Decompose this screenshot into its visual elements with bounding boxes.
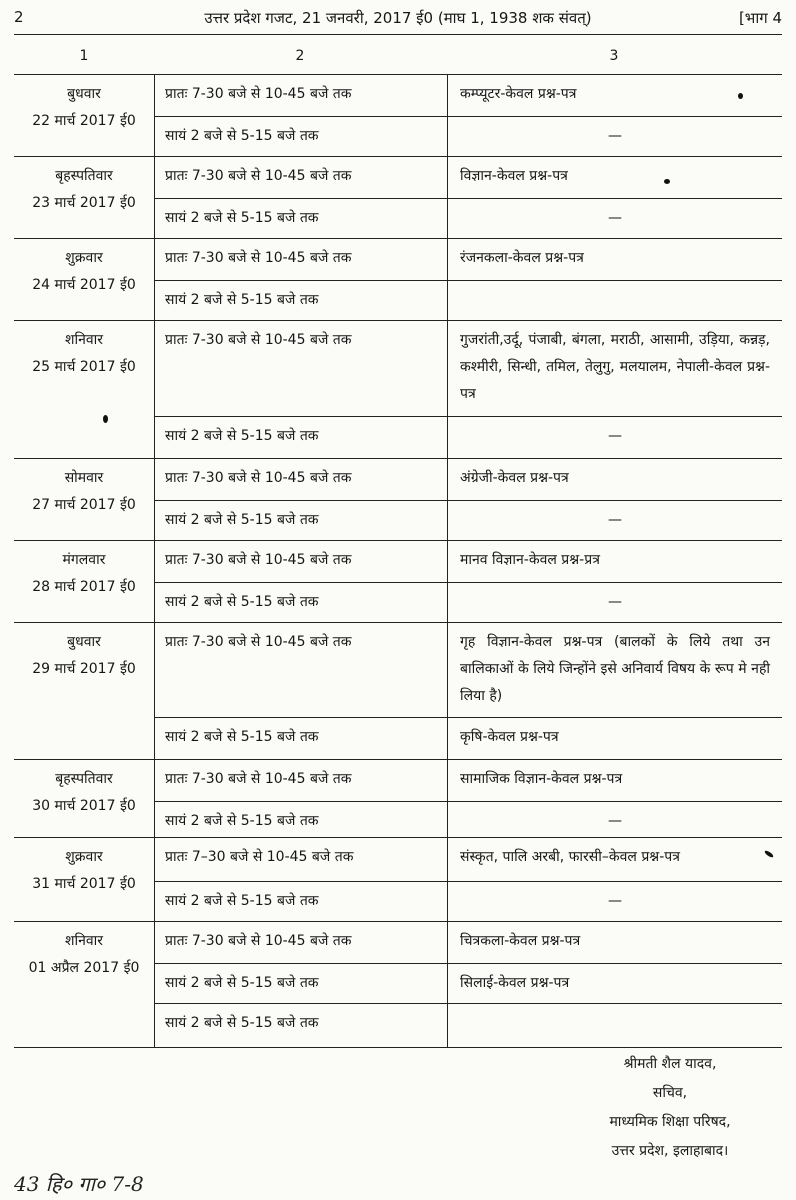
gazette-title: उत्तर प्रदेश गजट, 21 जनवरी, 2017 ई0 (माघ 1, 1938 शक संवत्) [204,9,592,27]
day-date-cell [14,760,155,838]
exam-date: 29 मार्च 2017 ई0 [32,661,136,677]
paper-subject: सिलाई-केवल प्रश्न-पत्र [448,964,783,1004]
session-time: सायं 2 बजे से 5-15 बजे तक [155,199,448,239]
paper-subject: विज्ञान-केवल प्रश्न-पत्र [448,157,783,199]
day-date-cell [14,623,155,760]
schedule-row [14,922,782,964]
session-time: सायं 2 बजे से 5-15 बजे तक [155,882,448,922]
gazette-part: [भाग 4 [738,9,782,27]
column-number-3: 3 [609,48,619,64]
ink-speck [103,415,108,423]
paper-subject: रंजनकला-केवल प्रश्न-पत्र [448,239,783,281]
page-number: 2 [14,8,24,26]
schedule-row [14,239,782,281]
exam-date: 28 मार्च 2017 ई0 [32,579,136,595]
exam-date: 31 मार्च 2017 ई0 [32,876,136,892]
paper-subject: — [448,882,783,922]
session-time: सायं 2 बजे से 5-15 बजे तक [155,964,448,1004]
paper-subject: गृह विज्ञान-केवल प्रश्न-पत्र (बालकों के लिये तथा उन बालिकाओं के लिये जिन्होंने इसे अनिवार्य विषय के रूप मे नही लिया है) [448,623,783,718]
day-name: सोमवार [64,470,104,486]
exam-date: 24 मार्च 2017 ई0 [32,277,136,293]
session-time: प्रातः 7–30 बजे से 10-45 बजे तक [155,838,448,882]
session-time: सायं 2 बजे से 5-15 बजे तक [155,281,448,321]
schedule-row [14,459,782,501]
exam-date: 23 मार्च 2017 ई0 [32,195,136,211]
day-name: बृहस्पतिवार [55,771,113,787]
page-header [0,6,796,30]
session-time: प्रातः 7-30 बजे से 10-45 बजे तक [155,459,448,501]
schedule-row [14,157,782,199]
day-date-cell [14,838,155,922]
paper-subject: गुजरांती,उर्दू, पंजाबी, बंगला, मराठी, आसामी, उड़िया, कन्नड़, कश्मीरी, सिन्धी, तमिल, तेलुगु, मलयालम, नेपाली-केवल प्रश्न-पत्र [448,321,783,417]
signatory-designation: सचिव, [652,1085,688,1101]
ink-speck [664,179,670,184]
paper-subject [448,1004,783,1048]
exam-schedule-table [14,74,782,1048]
paper-subject: कम्प्यूटर-केवल प्रश्न-पत्र [448,75,783,117]
session-time: प्रातः 7-30 बजे से 10-45 बजे तक [155,760,448,802]
session-time: प्रातः 7-30 बजे से 10-45 बजे तक [155,541,448,583]
session-time: सायं 2 बजे से 5-15 बजे तक [155,718,448,760]
day-name: शनिवार [64,933,104,949]
day-name: बुधवार [67,634,101,650]
column-number-1: 1 [79,48,89,64]
schedule-row [14,541,782,583]
paper-subject: चित्रकला-केवल प्रश्न-पत्र [448,922,783,964]
session-time: प्रातः 7-30 बजे से 10-45 बजे तक [155,75,448,117]
signatory-place: उत्तर प्रदेश, इलाहाबाद। [611,1143,729,1159]
exam-date: 01 अप्रैल 2017 ई0 [28,960,140,976]
paper-subject: — [448,199,783,239]
paper-subject: अंग्रेजी-केवल प्रश्न-पत्र [448,459,783,501]
header-rule [14,34,782,35]
column-number-2: 2 [295,48,305,64]
schedule-row [14,321,782,417]
day-date-cell [14,157,155,239]
day-date-cell [14,459,155,541]
day-date-cell [14,922,155,1048]
day-name: शनिवार [64,332,104,348]
session-time: सायं 2 बजे से 5-15 बजे तक [155,1004,448,1048]
session-time: सायं 2 बजे से 5-15 बजे तक [155,501,448,541]
paper-subject: — [448,117,783,157]
paper-subject: — [448,802,783,838]
day-date-cell [14,321,155,459]
day-date-cell [14,541,155,623]
schedule-row [14,838,782,882]
day-name: शुक्रवार [65,250,103,266]
day-name: बृहस्पतिवार [55,168,113,184]
session-time: प्रातः 7-30 बजे से 10-45 बजे तक [155,922,448,964]
session-time: प्रातः 7-30 बजे से 10-45 बजे तक [155,321,448,417]
exam-date: 25 मार्च 2017 ई0 [32,359,136,375]
paper-subject: संस्कृत, पालि अरबी, फारसी–केवल प्रश्न-पत्र [448,838,783,882]
paper-subject: मानव विज्ञान-केवल प्रश्न-प्रत्र [448,541,783,583]
signatory-name: श्रीमती शैल यादव, [623,1056,717,1072]
day-name: बुधवार [67,86,101,102]
schedule-row [14,760,782,802]
session-time: प्रातः 7-30 बजे से 10-45 बजे तक [155,623,448,718]
schedule-row [14,623,782,718]
day-date-cell [14,75,155,157]
session-time: प्रातः 7-30 बजे से 10-45 बजे तक [155,157,448,199]
session-time: सायं 2 बजे से 5-15 बजे तक [155,583,448,623]
signature-block [560,1050,780,1166]
session-time: सायं 2 बजे से 5-15 बजे तक [155,117,448,157]
session-time: सायं 2 बजे से 5-15 बजे तक [155,802,448,838]
ink-speck [738,93,743,99]
paper-subject: — [448,501,783,541]
paper-subject [448,281,783,321]
day-name: मंगलवार [62,552,106,568]
day-date-cell [14,239,155,321]
day-name: शुक्रवार [65,849,103,865]
signatory-board: माध्यमिक शिक्षा परिषद, [609,1114,731,1130]
exam-date: 27 मार्च 2017 ई0 [32,497,136,513]
exam-date: 30 मार्च 2017 ई0 [32,798,136,814]
session-time: प्रातः 7-30 बजे से 10-45 बजे तक [155,239,448,281]
paper-subject: — [448,417,783,459]
session-time: सायं 2 बजे से 5-15 बजे तक [155,417,448,459]
schedule-row [14,75,782,117]
paper-subject: सामाजिक विज्ञान-केवल प्रश्न-पत्र [448,760,783,802]
handwritten-note: 43 हि० गा० 7-8 [14,1172,144,1196]
paper-subject: कृषि-केवल प्रश्न-पत्र [448,718,783,760]
column-numbers [14,48,782,68]
paper-subject: — [448,583,783,623]
exam-date: 22 मार्च 2017 ई0 [32,113,136,129]
